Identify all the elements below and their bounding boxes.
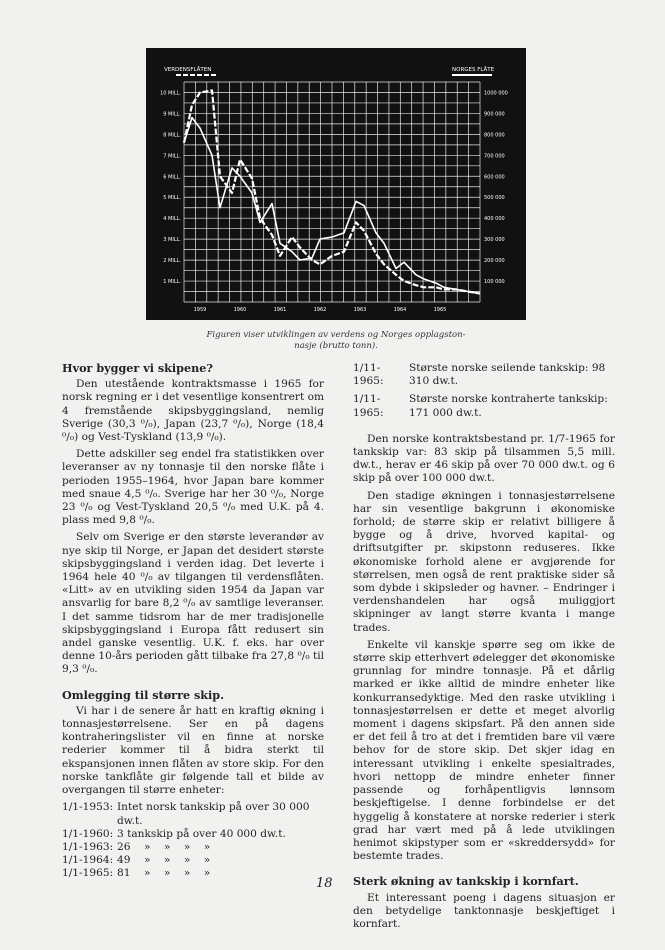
left-tick-label: 3 MILL. xyxy=(163,237,181,244)
right-tick-label: 900 000 xyxy=(484,111,505,118)
right-tick-label: 1000 000 xyxy=(484,90,508,97)
x-tick-label: 1961 xyxy=(273,307,287,313)
paragraph: Den utestående kontraktsmasse i 1965 for norsk regning er i det vesentlige konsentrert om 4 fremstående skipsbyggingsland, nemlig Sverige (30,3 ⁰/₀), Japan (23,7 ⁰/₀), Norge (18,4 ⁰/₀) og Vest-Tyskland (13,9 ⁰/₀). xyxy=(62,378,325,444)
chart-background xyxy=(146,48,526,320)
paragraph: Den norske kontraktsbestand pr. 1/7-1965 for tankskip var: 83 skip på tilsammen 5,5 mill. dw.t., herav er 46 skip på over 70 000 dw.t. og 6 skip på over 100 000 dw.t. xyxy=(353,432,615,485)
stat-seilende xyxy=(353,362,615,388)
figure-caption xyxy=(196,330,476,352)
left-tick-label: 7 MILL. xyxy=(163,153,181,160)
table-row xyxy=(62,854,324,867)
stat-kontraherte xyxy=(353,393,615,419)
left-tick-label: 9 MILL. xyxy=(163,111,181,118)
row-text: 49 » » » » xyxy=(117,854,211,867)
row-text: 3 tankskip på over 40 000 dw.t. xyxy=(117,827,286,840)
x-tick-label: 1965 xyxy=(433,307,447,313)
row-date: 1/1-1960: xyxy=(62,827,114,840)
left-tick-label: 4 MILL. xyxy=(163,216,181,223)
right-column xyxy=(353,362,615,935)
paragraph: Et interessant poeng i dagens situasjon er den betydelige tanktonnasje beskjeftiget i kornfart. xyxy=(353,891,615,930)
x-tick-label: 1959 xyxy=(193,307,207,313)
right-tick-label: 700 000 xyxy=(484,153,505,160)
right-tick-label: 500 000 xyxy=(484,195,505,202)
row-text: 81 » » » » xyxy=(117,867,211,880)
row-date: 1/1-1953: xyxy=(62,801,114,814)
table-row xyxy=(62,828,324,841)
legend-norway-label: NORGES FLÅTE xyxy=(452,67,495,73)
left-tick-label: 10 MILL. xyxy=(160,90,181,97)
paragraph: Den stadige økningen i tonnasjestørrelsene har sin vesentlige bakgrunn i økonomiske forhold; de større skip er relativt billigere å bygge og å drive, hvorved kapital- og driftsutgifter pr. skipstonn reduseres. Ikke økonomiske forhold alene er avgjørende for størrelsen, men også de rent praktiske sider så som dybde i skipsleder og havner. – Endringer i verdenshandelen har også muliggjort skipninger av langt større kvanta i mange trades. xyxy=(353,489,615,634)
right-tick-label: 300 000 xyxy=(484,237,505,244)
paragraph: Selv om Sverige er den største leverandør av nye skip til Norge, er Japan det desidert største skipsbyggingsland i verden idag. Det leverte i 1964 hele 40 ⁰/₀ av tilgangen til verdensflåten. «Litt» av en utvikling siden 1954 da Japan var ansvarlig for bare 8,2 ⁰/₀ av samtlige leveranser. I det samme tidsrom har de mer tradisjonelle skipsbyggingsland i Europa fått redusert sin andel ganske vesentlig. U.K. f. eks. har over denne 10-års perioden gått tilbake fra 27,8 ⁰/₀ til 9,3 ⁰/₀. xyxy=(62,531,324,676)
caption-line-1: Figuren viser utviklingen av verdens og Norges opplagston- xyxy=(206,330,466,340)
x-tick-label: 1962 xyxy=(313,307,327,313)
stat-text: Største norske kontraherte tankskip: 171 000 dw.t. xyxy=(409,393,608,419)
row-text: 26 » » » » xyxy=(117,840,211,853)
right-tick-label: 400 000 xyxy=(484,216,505,223)
right-tick-label: 600 000 xyxy=(484,174,505,181)
tanker-table xyxy=(62,801,324,880)
heading-omlegging: Omlegging til større skip. xyxy=(62,687,225,702)
table-row xyxy=(62,801,324,827)
table-row xyxy=(62,867,324,880)
paragraph: Enkelte vil kanskje spørre seg om ikke de større skip etterhvert ødelegger det økonomiske grunnlag for mindre tonnasje. På et dårlig marked er ikke alltid de mindre enheter like konkurransedyktige. Med den raske utvikling i tonnasjestørrelsen er dette et meget alvorlig moment i dagens skipsfart. På den annen side er det feil å tro at det i fremtiden bare vil være behov for de store skip. Det skjer idag en interessant utvikling i enkelte spesialtrades, hvori nettopp de mindre enheter finner passende og forhåpentligvis lønnsom beskjeftigelse. I denne forbindelse er det hyggelig å konstatere at norske rederier i sterk grad har vært med på å lede utviklingen henimot skipstyper som er «skreddersydd» for bestemte trades. xyxy=(353,638,615,863)
row-text: Intet norsk tankskip på over 30 000 dw.t. xyxy=(117,801,310,827)
x-tick-label: 1963 xyxy=(353,307,367,313)
left-tick-label: 5 MILL. xyxy=(163,195,181,202)
heading-hvor-bygger: Hvor bygger vi skipene? xyxy=(62,361,213,375)
heading-kornfart: Sterk økning av tankskip i kornfart. xyxy=(353,874,579,889)
left-column xyxy=(62,362,324,881)
right-tick-label: 100 000 xyxy=(484,279,505,286)
stat-date: 1/11-1965: xyxy=(353,393,384,419)
stat-text: Største norske seilende tankskip: 98 310 dw.t. xyxy=(409,362,606,388)
page-number: 18 xyxy=(316,876,333,891)
stat-date: 1/11-1965: xyxy=(353,362,384,388)
row-date: 1/1-1963: xyxy=(62,840,114,853)
legend-world-label: VERDENSFLÅTEN xyxy=(164,67,212,73)
right-tick-label: 200 000 xyxy=(484,258,505,265)
row-date: 1/1-1965: xyxy=(62,867,114,880)
paragraph: Dette adskiller seg endel fra statistikken over leveranser av ny tonnasje til den norske flåte i perioden 1955–1964, hvor Japan bare kommer med snaue 4,5 ⁰/₀. Sverige har her 30 ⁰/₀, Norge 23 ⁰/₀ og Vest-Tyskland 20,5 ⁰/₀ med U.K. på 4. plass med 9,8 ⁰/₀. xyxy=(62,448,324,527)
left-tick-label: 8 MILL. xyxy=(163,132,181,139)
right-tick-label: 800 000 xyxy=(484,132,505,139)
left-tick-label: 1 MILL. xyxy=(163,279,181,286)
left-tick-label: 2 MILL. xyxy=(163,258,181,265)
caption-line-2: nasje (brutto tonn). xyxy=(294,341,378,351)
left-tick-label: 6 MILL. xyxy=(163,174,181,181)
x-tick-label: 1964 xyxy=(393,307,407,313)
paragraph: Vi har i de senere år hatt en kraftig økning i tonnasjestørrelsene. Ser en på dagens kontraheringslister vil en finne at norske rederier kommer til å bidra sterkt til ekspansjonen innen flåten av store skip. For den norske tankflåte gir følgende tall et bilde av overgangen til større enheter: xyxy=(62,704,324,797)
opplag-chart xyxy=(146,48,526,320)
table-row xyxy=(62,841,324,854)
x-tick-label: 1960 xyxy=(233,307,247,313)
row-date: 1/1-1964: xyxy=(62,854,114,867)
